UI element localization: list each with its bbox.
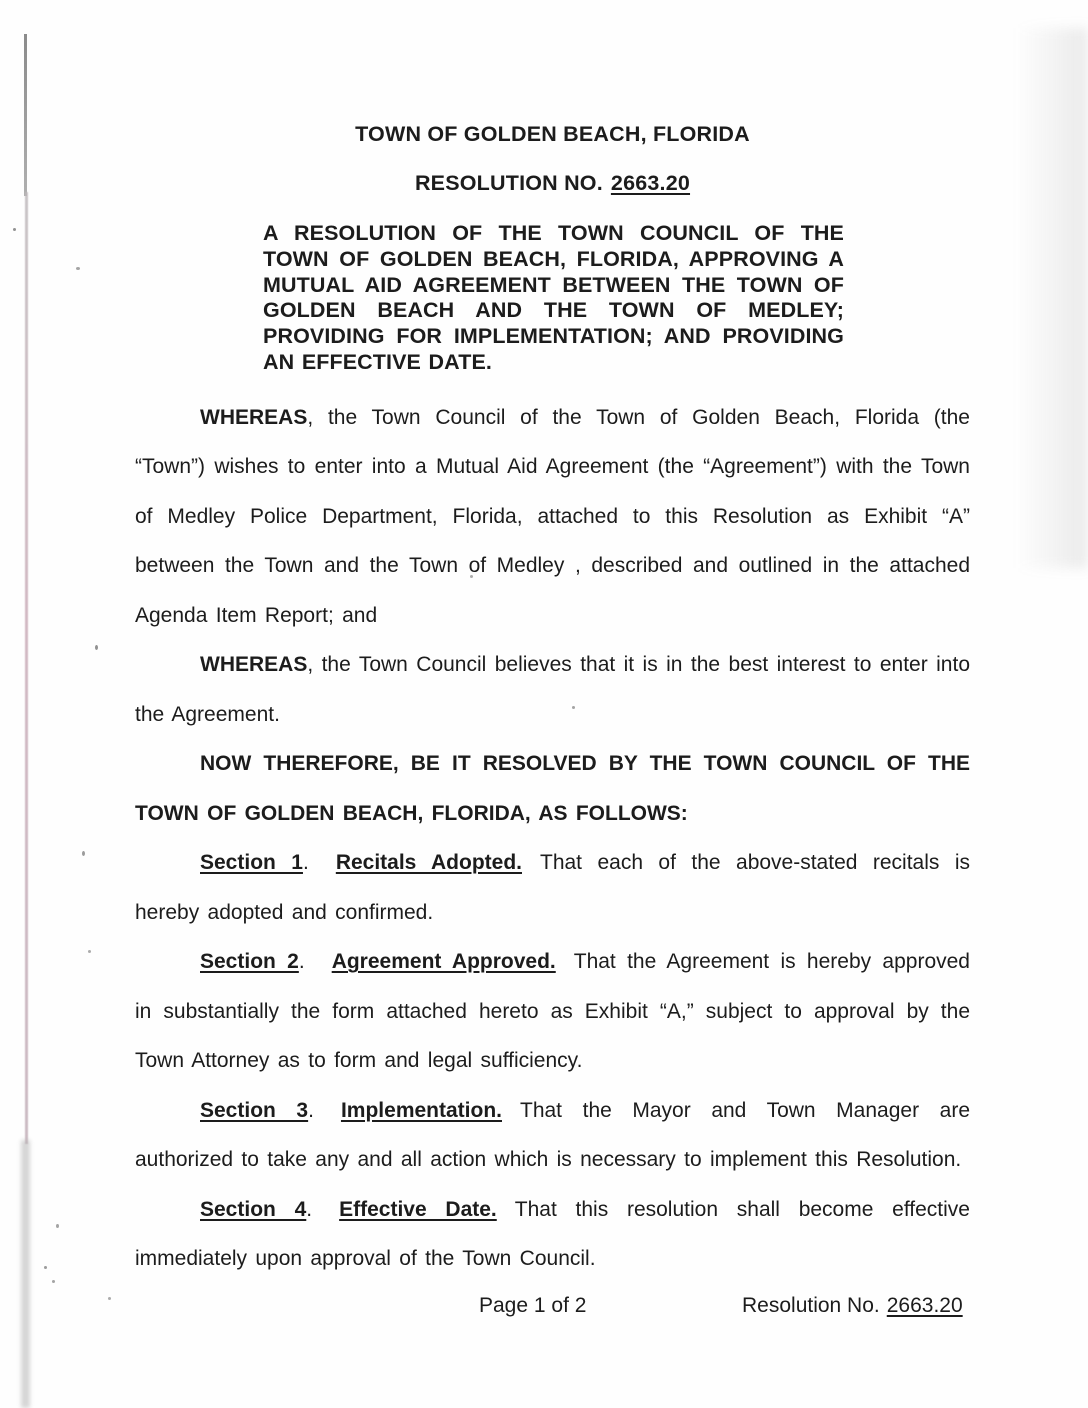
whereas-lead: WHEREAS (200, 653, 308, 677)
footer-resolution-label: Resolution No. (742, 1294, 880, 1317)
section-paragraph-3 (135, 1086, 970, 1185)
recital-paragraph (135, 640, 970, 739)
resolution-summary: A RESOLUTION OF THE TOWN COUNCIL OF THE TOWN OF GOLDEN BEACH, FLORIDA, APPROVING A MUTUAL AID AGREEMENT BETWEEN THE TOWN OF GOLDEN BEACH AND THE TOWN OF MEDLEY; PROVIDING FOR IMPLEMENTATION; AND PROVIDING AN EFFECTIVE DATE. (263, 221, 844, 374)
section-paragraph-4 (135, 1185, 970, 1284)
recital-paragraph (135, 393, 970, 641)
section-label: Section 2 (200, 950, 299, 974)
scan-speckle (95, 645, 98, 650)
section-heading: Effective Date. (339, 1197, 497, 1221)
scan-speckle (56, 1224, 59, 1228)
resolved-clause: NOW THEREFORE, BE IT RESOLVED BY THE TOWN COUNCIL OF THE TOWN OF GOLDEN BEACH, FLORIDA, AS FOLLOWS: (135, 752, 970, 825)
scan-speckle (13, 228, 16, 231)
page-number: Page 1 of 2 (479, 1294, 587, 1317)
document-body (135, 122, 970, 1284)
resolution-heading (135, 171, 970, 195)
scan-edge-smudge (21, 1140, 30, 1408)
recital-text: , the Town Council of the Town of Golden Beach, Florida (the “Town”) wishes to enter into a Mutual Aid Agreement (the “Agreement”) with the Town of Medley Police Department, Florida, attached to this Resolution as Exhibit “A” between the Town and the Town of Medley , described and outlined in the attached Agenda Item Report; and (135, 405, 970, 627)
whereas-lead: WHEREAS (200, 405, 308, 429)
section-heading: Recitals Adopted. (335, 851, 522, 875)
section-text: That the Agreement is hereby approved in substantially the form attached hereto as Exhibit “A,” subject to approval by the Town Attorney as to form and legal sufficiency. (135, 950, 970, 1073)
section-paragraph-1 (135, 838, 970, 937)
scan-speckle (52, 1280, 55, 1283)
scan-speckle (82, 851, 85, 856)
section-text: That this resolution shall become effective immediately upon approval of the Town Council. (135, 1197, 970, 1271)
section-label: Section 3 (200, 1098, 309, 1122)
scan-shadow (1016, 28, 1088, 568)
section-paragraph-2 (135, 937, 970, 1086)
scan-speckle (108, 1297, 111, 1300)
scan-speckle (76, 267, 80, 270)
section-text: That the Mayor and Town Manager are authorized to take any and all action which is necessary to implement this Resolution. (135, 1098, 970, 1172)
footer-resolution-value: 2663.20 (886, 1294, 963, 1317)
scan-edge-line (25, 192, 28, 1144)
section-label: Section 1 (200, 851, 303, 875)
resolution-number-label: RESOLUTION NO. (414, 171, 603, 195)
section-text: That each of the above-stated recitals is hereby adopted and confirmed. (135, 851, 970, 924)
section-heading: Implementation. (340, 1098, 502, 1122)
recital-text: , the Town Council believes that it is in the best interest to enter into the Agreement. (135, 653, 970, 726)
section-label-punct: . (302, 851, 309, 875)
section-label-punct: . (306, 1197, 313, 1221)
scan-speckle (88, 950, 91, 953)
section-label-punct: . (308, 1098, 314, 1122)
scan-edge-line (24, 34, 27, 196)
footer-resolution-number (742, 1294, 963, 1318)
section-heading: Agreement Approved. (331, 950, 556, 974)
section-label: Section 4 (200, 1197, 307, 1221)
document-title: TOWN OF GOLDEN BEACH, FLORIDA (355, 122, 750, 146)
resolution-number: 2663.20 (610, 171, 691, 195)
scan-speckle (44, 1266, 47, 1269)
section-label-punct: . (298, 950, 305, 974)
